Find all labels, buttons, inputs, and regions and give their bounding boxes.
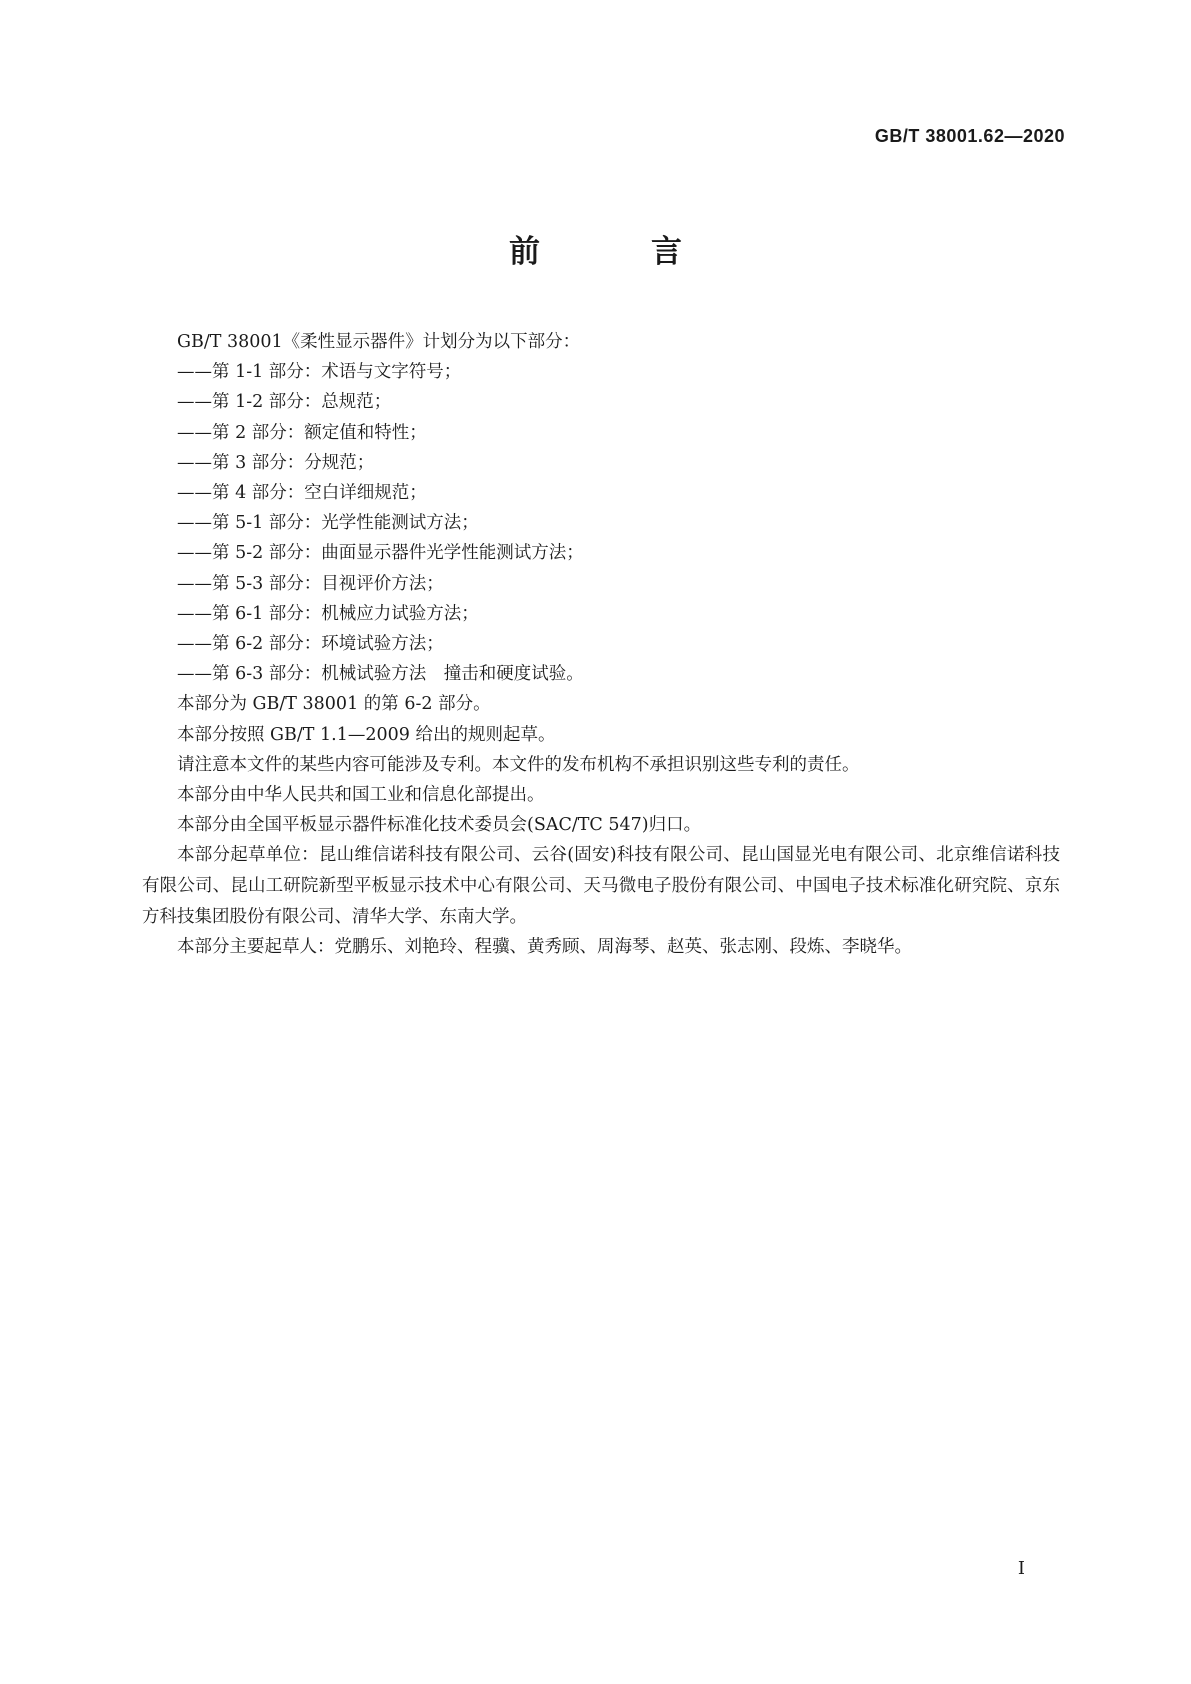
- part-list-item: ——第 6-2 部分：环境试验方法；: [177, 634, 444, 655]
- part-list-item: ——第 1-2 部分：总规范；: [177, 392, 392, 413]
- drafting-units: 本部分起草单位：昆山维信诺科技有限公司、云谷(固安)科技有限公司、昆山国显光电有限公司、北京维信诺科技有限公司、昆山工研院新型平板显示技术中心有限公司、天马微电子股份有限公司、中国电子技术标准化研究院、京东方科技集团股份有限公司、清华大学、东南大学。: [142, 845, 1060, 927]
- committee-statement: 本部分由全国平板显示器件标准化技术委员会(SAC/TC 547)归口。: [177, 815, 702, 836]
- part-list-item: ——第 6-1 部分：机械应力试验方法；: [177, 603, 479, 624]
- part-statement: 本部分为 GB/T 38001 的第 6-2 部分。: [177, 694, 491, 715]
- part-list-item: ——第 5-1 部分：光学性能测试方法；: [177, 513, 479, 534]
- proposer-statement: 本部分由中华人民共和国工业和信息化部提出。: [177, 785, 545, 806]
- part-list-item: ——第 3 部分：分规范；: [177, 452, 375, 473]
- part-list-item: ——第 6-3 部分：机械试验方法 撞击和硬度试验。: [177, 664, 584, 685]
- part-list-item: ——第 2 部分：额定值和特性；: [177, 422, 427, 443]
- page-number: I: [1017, 1558, 1025, 1579]
- intro-paragraph: GB/T 38001《柔性显示器件》计划分为以下部分：: [177, 332, 581, 352]
- drafters: 本部分主要起草人：党鹏乐、刘艳玲、程骥、黄秀顾、周海琴、赵英、张志刚、段炼、李晓华。: [177, 937, 912, 958]
- standard-code: GB/T 38001.62—2020: [874, 126, 1065, 146]
- part-list-item: ——第 5-2 部分：曲面显示器件光学性能测试方法；: [177, 543, 584, 564]
- drafting-rules-statement: 本部分按照 GB/T 1.1—2009 给出的规则起草。: [177, 724, 556, 745]
- foreword-body: [142, 327, 1060, 962]
- part-list-item: ——第 5-3 部分：目视评价方法；: [177, 573, 444, 594]
- part-list-item: ——第 1-1 部分：术语与文字符号；: [177, 362, 462, 383]
- part-list-item: ——第 4 部分：空白详细规范；: [177, 483, 427, 504]
- patent-notice: 请注意本文件的某些内容可能涉及专利。本文件的发布机构不承担识别这些专利的责任。: [177, 754, 860, 775]
- page-title: 前 言: [509, 234, 722, 270]
